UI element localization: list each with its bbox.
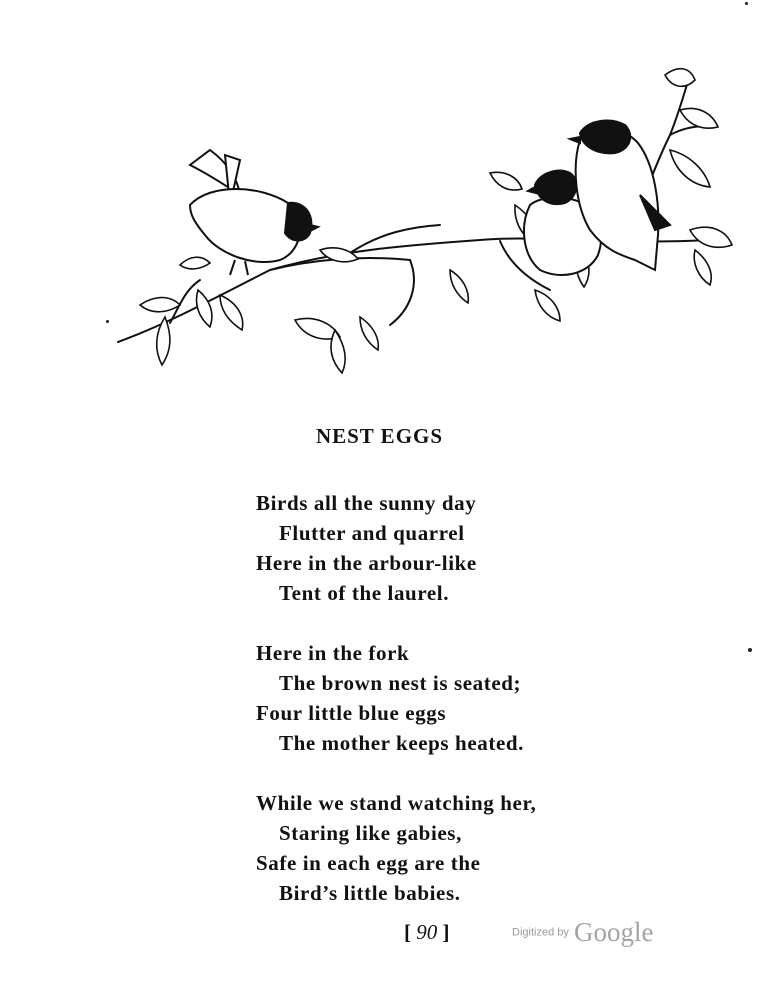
leaf <box>140 298 180 312</box>
leaf <box>535 290 560 321</box>
stanza-1 <box>256 488 536 608</box>
leaf <box>670 150 710 187</box>
scan-speck <box>106 320 109 323</box>
leaf <box>690 227 732 247</box>
leaf <box>331 330 345 373</box>
watermark-prefix: Digitized by <box>512 926 569 939</box>
page-bracket-open: [ <box>404 920 411 944</box>
poem-line-indented: Bird’s little babies. <box>279 881 461 905</box>
poem-line: Safe in each egg are the <box>256 851 481 875</box>
poem-line: Birds all the sunny day <box>256 491 477 515</box>
leaf <box>490 172 522 190</box>
digitized-watermark <box>512 917 653 948</box>
watermark-brand: Google <box>573 917 654 947</box>
left-bird <box>190 150 318 275</box>
page-bracket-close: ] <box>442 920 450 944</box>
leaf <box>680 109 718 129</box>
three-birds-on-branch-illustration <box>110 55 740 375</box>
poem-line-indented: Staring like gabies, <box>279 821 462 845</box>
leaf <box>220 295 243 330</box>
poem-line: Four little blue eggs <box>256 701 447 725</box>
leaf <box>180 257 210 269</box>
leaf <box>450 270 468 303</box>
poem-title: NEST EGGS <box>315 424 444 448</box>
poem-line-indented: Tent of the laurel. <box>279 581 450 605</box>
page-number <box>404 920 450 945</box>
leaf <box>665 69 695 87</box>
poem-line: While we stand watching her, <box>256 791 537 815</box>
leaf <box>694 250 711 285</box>
poem-line-indented: The mother keeps heated. <box>279 731 524 755</box>
leaf <box>157 317 170 365</box>
page-number-value: 90 <box>416 920 438 944</box>
poem-line: Here in the fork <box>256 641 410 665</box>
scan-speck <box>745 2 748 5</box>
scan-speck <box>748 648 752 652</box>
poem-line-indented: Flutter and quarrel <box>279 521 465 545</box>
poem-body <box>256 488 536 938</box>
stanza-2 <box>256 638 536 758</box>
poem-line-indented: The brown nest is seated; <box>279 671 522 695</box>
poem-line: Here in the arbour-like <box>256 551 477 575</box>
leaf <box>197 290 212 327</box>
leaf <box>360 317 378 350</box>
stanza-3 <box>256 788 536 908</box>
